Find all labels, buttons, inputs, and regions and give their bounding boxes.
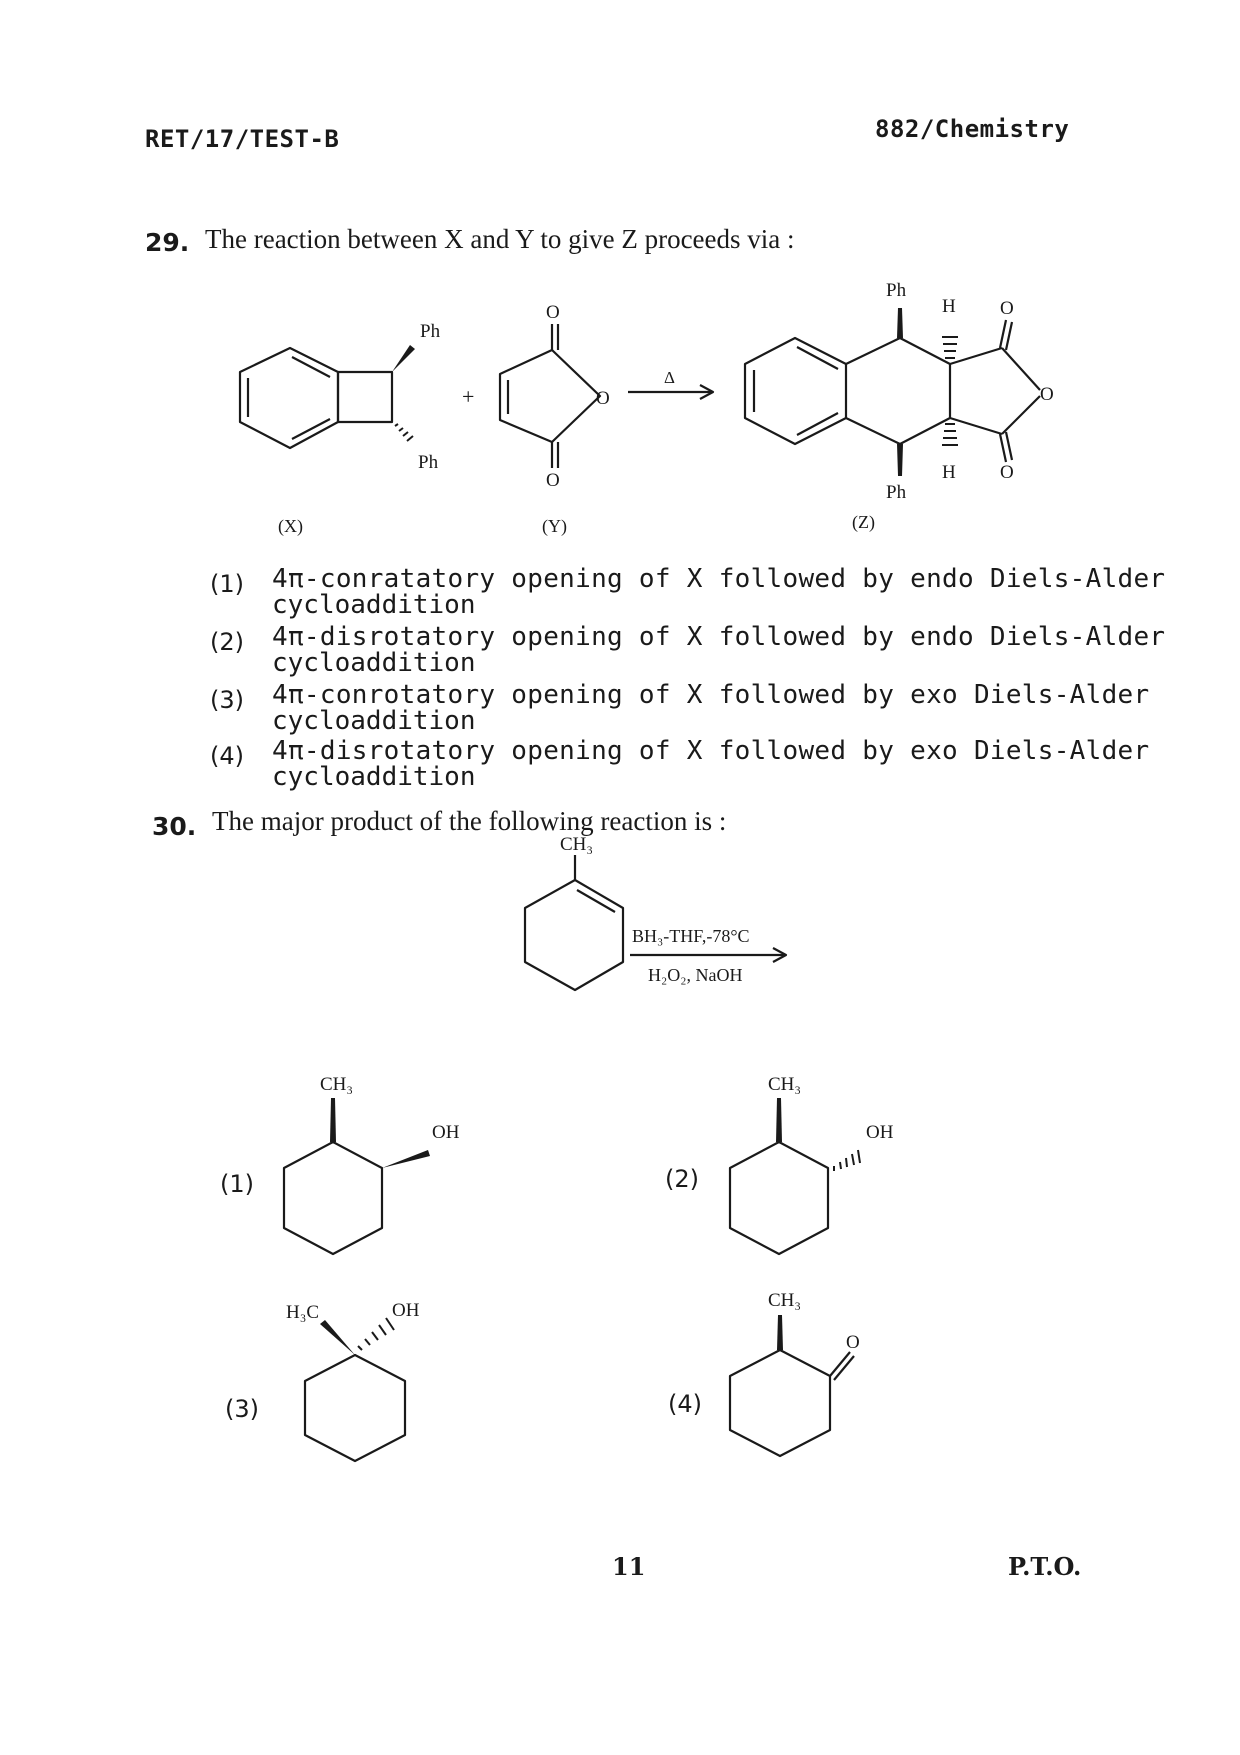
y-o-ring: O <box>596 388 610 409</box>
header-subject: 882/Chemistry <box>875 115 1070 143</box>
q29-option-1-line1: 4π-conratatory opening of X followed by endo Diels-Alder <box>272 564 1166 594</box>
z-o-ring: O <box>1040 384 1054 405</box>
z-o-top: O <box>1000 298 1014 319</box>
label-x: (X) <box>278 516 303 536</box>
q30-option-4-number: (4) <box>668 1390 702 1418</box>
q29-option-4-number: (4) <box>210 742 244 770</box>
label-y: (Y) <box>542 516 567 536</box>
molecule-x <box>240 348 392 448</box>
molecule-30-reactant <box>525 855 623 990</box>
question-29-text: The reaction between X and Y to give Z proceeds via : <box>205 224 795 254</box>
q30-option-2-number: (2) <box>665 1165 699 1193</box>
q29-option-3-line1: 4π-conrotatory opening of X followed by exo Diels-Alder <box>272 680 1150 710</box>
q30-opt4-group1: CH₃ <box>768 1290 802 1311</box>
heat-symbol: Δ <box>664 368 675 387</box>
z-o-bottom: O <box>1000 462 1014 483</box>
molecule-y <box>500 324 600 468</box>
z-h-bottom: H <box>942 462 956 483</box>
z-ph-top: Ph <box>886 280 907 301</box>
x-ph-bottom: Ph <box>418 452 439 473</box>
question-30-number: 30. <box>152 812 197 841</box>
q30-opt4-group2: O <box>846 1332 860 1353</box>
q30-option-1-structure <box>284 1142 382 1254</box>
y-o-top: O <box>546 302 560 323</box>
plus-sign: + <box>462 384 475 409</box>
question-29-number: 29. <box>145 228 190 257</box>
z-ph-bottom: Ph <box>886 482 907 503</box>
q29-option-3-number: (3) <box>210 686 244 714</box>
x-ph-top: Ph <box>420 321 441 342</box>
molecule-z <box>745 320 1040 462</box>
q29-option-2-line1: 4π-disrotatory opening of X followed by endo Diels-Alder <box>272 622 1166 652</box>
z-h-top: H <box>942 296 956 317</box>
reaction-arrow-30 <box>630 948 786 962</box>
q30-option-3-structure <box>305 1355 405 1461</box>
q30-option-1-number: (1) <box>220 1170 254 1198</box>
label-z: (Z) <box>852 512 875 532</box>
reaction-arrow-29 <box>628 385 713 399</box>
q30-opt2-group2: OH <box>866 1122 894 1143</box>
page-number: 11 <box>612 1552 646 1581</box>
question-30-text: The major product of the following reaction is : <box>212 806 727 836</box>
q29-option-4-line1: 4π-disrotatory opening of X followed by exo Diels-Alder <box>272 736 1150 766</box>
reactant-methyl-label: CH₃ <box>560 834 594 855</box>
q29-option-1-number: (1) <box>210 570 244 598</box>
header-code: RET/17/TEST-B <box>145 125 340 153</box>
q30-option-4-structure <box>730 1350 854 1456</box>
q30-option-2-structure <box>730 1142 828 1254</box>
q29-option-2-number: (2) <box>210 628 244 656</box>
y-o-bottom: O <box>546 470 560 491</box>
q29-option-4-line2: cycloaddition <box>272 762 476 792</box>
q29-option-1-line2: cycloaddition <box>272 590 476 620</box>
q30-opt2-group1: CH₃ <box>768 1074 802 1095</box>
reaction-29-scheme <box>0 0 1240 560</box>
q30-option-3-number: (3) <box>225 1395 259 1423</box>
q30-opt3-group1: H₃C <box>286 1302 320 1323</box>
q30-opt3-group2: OH <box>392 1300 420 1321</box>
reagent-bottom-label: H₂O₂, NaOH <box>648 965 743 985</box>
q30-opt1-group1: CH₃ <box>320 1074 354 1095</box>
pto-label: P.T.O. <box>1008 1552 1082 1581</box>
q29-option-2-line2: cycloaddition <box>272 648 476 678</box>
q30-opt1-group2: OH <box>432 1122 460 1143</box>
reaction-30-scheme <box>0 834 1240 1470</box>
reagent-top-label: BH₃-THF,-78°C <box>632 926 750 946</box>
q29-option-3-line2: cycloaddition <box>272 706 476 736</box>
